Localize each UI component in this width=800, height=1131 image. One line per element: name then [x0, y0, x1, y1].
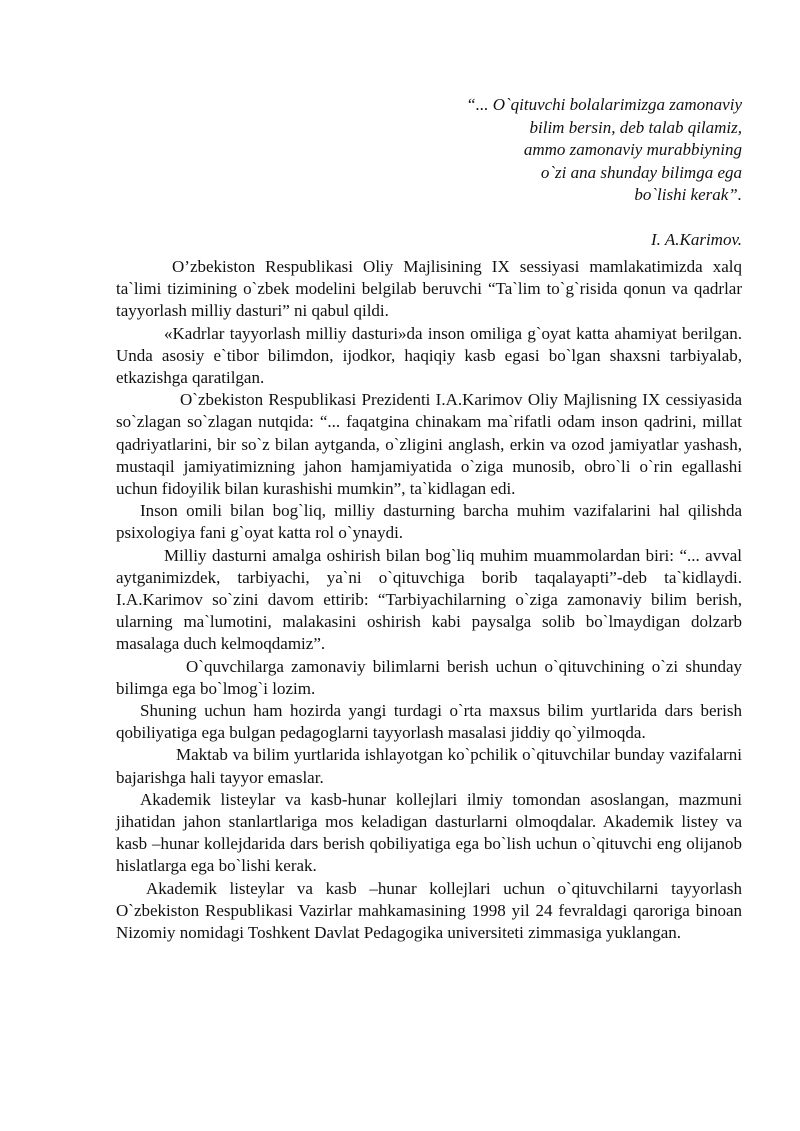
epigraph-line: “... O`qituvchi bolalarimizga zamonaviy [466, 95, 742, 114]
epigraph-line: bilim bersin, deb talab qilamiz, [529, 117, 742, 137]
epigraph-line: o`zi ana shunday bilimga ega [540, 162, 742, 182]
paragraph: Shuning uchun ham hozirda yangi turdagi o`rta maxsus bilim yurtlarida dars berish qobiliyatiga ega bulgan pedagoglarni tayyorlash masalasi jiddiy qo`yilmoqda. [116, 701, 742, 743]
epigraph-line: ammo zamonaviy murabbiyning [523, 140, 742, 159]
epigraph-quote [322, 94, 742, 207]
paragraph: Milliy dasturni amalga oshirish bilan bog`liq muhim muammolardan biri: “... avval aytganimizdek, tarbiyachi, ya`ni o`qituvchiga borib taqalayapti”-deb ta`kidlaydi. I.A.Karimov so`zini davom ettirib: “Tarbiyachilarning o`ziga zamonaviy bilim berish, ularning ma`lumotini, malakasini oshirish kabi paysalga solib bo`lmaydigan dolzarb masalaga duch kelmoqdamiz”. [116, 545, 742, 654]
paragraph: Akademik listeylar va kasb –hunar kollejlari uchun o`qituvchilarni tayyorlash O`zbekiston Respublikasi Vazirlar mahkamasining 1998 yil 24 fevraldagi qaroriga binoan Nizomiy nomidagi Toshkent Davlat Pedagogika universiteti zimmasiga yuklangan. [116, 878, 742, 943]
paragraph: O`zbekiston Respublikasi Prezidenti I.A.Karimov Oliy Majlisning IX cessiyasida so`zlagan so`zlagan nutqida: “... faqatgina chinakam ma`rifatli odam inson qadrini, millat qadriyatlarini, bir so`z bilan aytganda, o`zligini anglash, erkin va ozod jamiyatlar yashash, mustaqil jamiyatimizning jahon hamjamiyatida o`ziga munosib, obro`li o`rin egallashi uchun fidoyilik bilan kurashishi mumkin”, ta`kidlagan edi. [116, 390, 742, 499]
paragraph: O`quvchilarga zamonaviy bilimlarni berish uchun o`qituvchining o`zi shunday bilimga ega bo`lmog`i lozim. [116, 656, 742, 698]
epigraph-line: bo`lishi kerak”. [634, 185, 742, 204]
paragraph: Maktab va bilim yurtlarida ishlayotgan ko`pchilik o`qituvchilar bunday vazifalarni bajarishga hali tayyor emaslar. [116, 745, 742, 787]
paragraph: Akademik listeylar va kasb-hunar kollejlari ilmiy tomondan asoslangan, mazmuni jihatidan jahon stanlartlariga mos keladigan dasturlarni olmoqdalar. Akademik listey va kasb –hunar kollejdarida dars berish qobiliyatiga ega bo`lish uchun o`qituvchi eng olijanob hislatlarga ega bo`lishi kerak. [116, 789, 742, 876]
paragraph: Inson omili bilan bog`liq, milliy dasturning barcha muhim vazifalarini hal qilishda psixologiya fani g`oyat katta rol o`ynaydi. [116, 501, 742, 543]
paragraph: O’zbekiston Respublikasi Oliy Majlisining IX sessiyasi mamlakatimizda xalq ta`limi tizimining o`zbek modelini belgilab beruvchi “Ta`lim to`g`risida qonun va qadrlar tayyorlash milliy dasturi” ni qabul qildi. [116, 257, 742, 321]
epigraph-author: I. A.Karimov. [651, 230, 742, 249]
paragraph: «Kadrlar tayyorlash milliy dasturi»da inson omiliga g`oyat katta ahamiyat berilgan. Unda asosiy e`tibor bilimdon, ijodkor, haqiqiy kasb egasi bo`lgan shaxsni tarbiyalab, etkazishga qaratilgan. [116, 323, 742, 388]
document-body [116, 256, 742, 944]
